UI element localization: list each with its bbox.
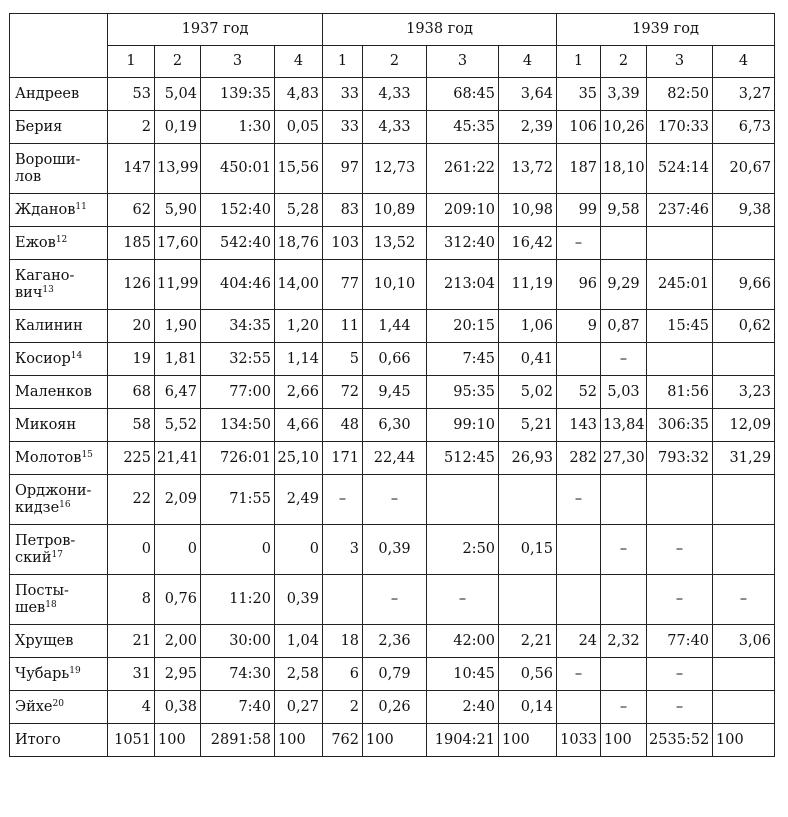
- footnote-marker: 16: [59, 499, 71, 510]
- data-cell: 13,99: [155, 144, 201, 194]
- data-cell: –: [557, 475, 601, 525]
- data-cell: 4,33: [363, 78, 427, 111]
- data-cell: 524:14: [647, 144, 713, 194]
- data-cell: 18: [323, 625, 363, 658]
- data-cell: 1,14: [275, 343, 323, 376]
- data-cell: –: [601, 691, 647, 724]
- row-name: Кагано-вич: [15, 267, 75, 301]
- data-cell: 10,89: [363, 194, 427, 227]
- data-cell: 0,87: [601, 310, 647, 343]
- data-cell: 6,73: [713, 111, 775, 144]
- data-cell: –: [647, 525, 713, 575]
- data-cell: [647, 227, 713, 260]
- corner-cell: [10, 14, 108, 78]
- data-cell: 31,29: [713, 442, 775, 475]
- data-cell: 21: [108, 625, 155, 658]
- column-number-header: 2: [155, 46, 201, 78]
- total-cell: 1051: [108, 724, 155, 757]
- data-cell: 245:01: [647, 260, 713, 310]
- data-cell: 16,42: [499, 227, 557, 260]
- data-cell: 11,99: [155, 260, 201, 310]
- column-number-header: 1: [108, 46, 155, 78]
- column-number-header: 4: [713, 46, 775, 78]
- data-cell: [601, 575, 647, 625]
- data-cell: 0: [108, 525, 155, 575]
- data-cell: 31: [108, 658, 155, 691]
- data-cell: 0,26: [363, 691, 427, 724]
- data-cell: 10:45: [427, 658, 499, 691]
- row-name: Ежов: [15, 234, 56, 251]
- data-cell: 0,27: [275, 691, 323, 724]
- data-cell: 4: [108, 691, 155, 724]
- data-cell: 17,60: [155, 227, 201, 260]
- data-cell: 0,19: [155, 111, 201, 144]
- total-cell: 2535:52: [647, 724, 713, 757]
- column-number-row: [10, 46, 775, 78]
- data-cell: [427, 475, 499, 525]
- total-cell: 1904:21: [427, 724, 499, 757]
- data-cell: –: [363, 575, 427, 625]
- data-cell: 45:35: [427, 111, 499, 144]
- data-cell: 26,93: [499, 442, 557, 475]
- data-cell: 53: [108, 78, 155, 111]
- data-cell: [601, 475, 647, 525]
- total-cell: 100: [713, 724, 775, 757]
- data-cell: 20: [108, 310, 155, 343]
- row-name-cell: [10, 194, 108, 227]
- data-cell: –: [557, 658, 601, 691]
- row-name-cell: [10, 475, 108, 525]
- data-cell: 261:22: [427, 144, 499, 194]
- data-cell: 5,90: [155, 194, 201, 227]
- data-cell: [713, 475, 775, 525]
- data-cell: 2,09: [155, 475, 201, 525]
- data-cell: 312:40: [427, 227, 499, 260]
- table-row: [10, 409, 775, 442]
- row-name-cell: [10, 625, 108, 658]
- data-cell: 5,04: [155, 78, 201, 111]
- column-number-header: 2: [363, 46, 427, 78]
- data-cell: 0,39: [363, 525, 427, 575]
- data-cell: –: [601, 343, 647, 376]
- data-cell: 14,00: [275, 260, 323, 310]
- data-cell: 3,39: [601, 78, 647, 111]
- data-cell: [601, 658, 647, 691]
- row-name: Орджони-кидзе: [15, 482, 92, 516]
- data-cell: 0,76: [155, 575, 201, 625]
- data-cell: [713, 658, 775, 691]
- data-cell: [557, 575, 601, 625]
- data-cell: 0,41: [499, 343, 557, 376]
- data-cell: 10,10: [363, 260, 427, 310]
- column-number-header: 1: [323, 46, 363, 78]
- data-cell: 20,67: [713, 144, 775, 194]
- data-cell: 20:15: [427, 310, 499, 343]
- data-cell: 13,84: [601, 409, 647, 442]
- data-cell: 2,32: [601, 625, 647, 658]
- row-name-cell: [10, 525, 108, 575]
- data-cell: 68: [108, 376, 155, 409]
- data-cell: 103: [323, 227, 363, 260]
- data-cell: 2:50: [427, 525, 499, 575]
- data-cell: 9,58: [601, 194, 647, 227]
- table-row: [10, 111, 775, 144]
- data-cell: 5,52: [155, 409, 201, 442]
- data-cell: 134:50: [201, 409, 275, 442]
- data-cell: [647, 343, 713, 376]
- data-cell: 187: [557, 144, 601, 194]
- year-header-1937: 1937 год: [108, 14, 323, 46]
- footnote-marker: 20: [52, 698, 64, 709]
- data-cell: 2:40: [427, 691, 499, 724]
- total-cell: 100: [155, 724, 201, 757]
- year-header-1939: 1939 год: [557, 14, 775, 46]
- data-cell: 83: [323, 194, 363, 227]
- footnote-marker: 15: [81, 449, 93, 460]
- table-row: [10, 78, 775, 111]
- row-name-cell: [10, 111, 108, 144]
- data-cell: 2,49: [275, 475, 323, 525]
- data-cell: 77: [323, 260, 363, 310]
- data-cell: 2,39: [499, 111, 557, 144]
- row-name-cell: [10, 343, 108, 376]
- data-cell: 4,33: [363, 111, 427, 144]
- data-cell: 18,10: [601, 144, 647, 194]
- table-row: [10, 227, 775, 260]
- data-cell: 0,62: [713, 310, 775, 343]
- column-number-header: 3: [427, 46, 499, 78]
- total-cell: 762: [323, 724, 363, 757]
- data-cell: 2,95: [155, 658, 201, 691]
- data-cell: [647, 475, 713, 525]
- data-cell: 95:35: [427, 376, 499, 409]
- data-cell: 11,19: [499, 260, 557, 310]
- footnote-marker: 12: [55, 234, 68, 245]
- data-cell: 2,21: [499, 625, 557, 658]
- data-cell: 726:01: [201, 442, 275, 475]
- data-cell: 213:04: [427, 260, 499, 310]
- data-cell: 62: [108, 194, 155, 227]
- row-name: Вороши-лов: [15, 151, 81, 185]
- data-cell: 542:40: [201, 227, 275, 260]
- data-cell: 1,04: [275, 625, 323, 658]
- data-cell: 0,56: [499, 658, 557, 691]
- data-cell: 1,90: [155, 310, 201, 343]
- row-name: Хрущев: [15, 632, 74, 649]
- year-header-1938: 1938 год: [323, 14, 557, 46]
- data-cell: 99:10: [427, 409, 499, 442]
- data-cell: [557, 691, 601, 724]
- column-number-header: 3: [647, 46, 713, 78]
- statistics-table: [9, 13, 775, 757]
- data-cell: –: [647, 658, 713, 691]
- data-cell: 209:10: [427, 194, 499, 227]
- row-name: Эйхе: [15, 698, 53, 715]
- row-name: Чубарь: [15, 665, 70, 682]
- data-cell: 2: [108, 111, 155, 144]
- data-cell: 6,47: [155, 376, 201, 409]
- data-cell: 74:30: [201, 658, 275, 691]
- total-cell: 100: [363, 724, 427, 757]
- data-cell: 0,05: [275, 111, 323, 144]
- data-cell: 170:33: [647, 111, 713, 144]
- data-cell: 1,06: [499, 310, 557, 343]
- data-cell: 282: [557, 442, 601, 475]
- data-cell: 2,66: [275, 376, 323, 409]
- data-cell: 0: [201, 525, 275, 575]
- row-name: Микоян: [15, 416, 77, 433]
- data-cell: 97: [323, 144, 363, 194]
- data-cell: 8: [108, 575, 155, 625]
- table-row: [10, 691, 775, 724]
- data-cell: 793:32: [647, 442, 713, 475]
- data-cell: 10,26: [601, 111, 647, 144]
- row-name: Косиор: [15, 350, 71, 367]
- data-cell: 99: [557, 194, 601, 227]
- data-cell: 13,52: [363, 227, 427, 260]
- data-cell: 22,44: [363, 442, 427, 475]
- data-cell: 0: [275, 525, 323, 575]
- data-cell: 30:00: [201, 625, 275, 658]
- footnote-marker: 13: [42, 284, 54, 295]
- data-cell: 450:01: [201, 144, 275, 194]
- total-cell: 2891:58: [201, 724, 275, 757]
- data-cell: 82:50: [647, 78, 713, 111]
- data-cell: –: [363, 475, 427, 525]
- data-cell: 13,72: [499, 144, 557, 194]
- data-cell: 24: [557, 625, 601, 658]
- data-cell: 152:40: [201, 194, 275, 227]
- data-cell: 77:00: [201, 376, 275, 409]
- data-cell: 237:46: [647, 194, 713, 227]
- row-name: Жданов: [15, 201, 76, 218]
- data-cell: 58: [108, 409, 155, 442]
- data-cell: –: [323, 475, 363, 525]
- data-cell: 48: [323, 409, 363, 442]
- column-number-header: 1: [557, 46, 601, 78]
- data-cell: 25,10: [275, 442, 323, 475]
- data-cell: 33: [323, 111, 363, 144]
- table-row: [10, 194, 775, 227]
- row-name-cell: [10, 409, 108, 442]
- column-number-header: 2: [601, 46, 647, 78]
- data-cell: [713, 691, 775, 724]
- data-cell: 5: [323, 343, 363, 376]
- data-cell: 21,41: [155, 442, 201, 475]
- table-row: [10, 310, 775, 343]
- table-row: [10, 260, 775, 310]
- data-cell: 3,23: [713, 376, 775, 409]
- data-cell: [713, 227, 775, 260]
- table-row: [10, 658, 775, 691]
- data-cell: 185: [108, 227, 155, 260]
- data-cell: 96: [557, 260, 601, 310]
- data-cell: 3: [323, 525, 363, 575]
- data-cell: [557, 343, 601, 376]
- data-cell: 9: [557, 310, 601, 343]
- data-cell: 5,21: [499, 409, 557, 442]
- data-cell: 68:45: [427, 78, 499, 111]
- table-row: [10, 575, 775, 625]
- data-cell: [499, 475, 557, 525]
- data-cell: 147: [108, 144, 155, 194]
- row-name: Калинин: [15, 317, 83, 334]
- data-cell: –: [713, 575, 775, 625]
- data-cell: 2: [323, 691, 363, 724]
- data-cell: 306:35: [647, 409, 713, 442]
- data-cell: 7:45: [427, 343, 499, 376]
- data-cell: 512:45: [427, 442, 499, 475]
- data-cell: 143: [557, 409, 601, 442]
- row-name: Петров-ский: [15, 532, 76, 566]
- table-row: [10, 343, 775, 376]
- data-cell: 71:55: [201, 475, 275, 525]
- total-label: Итого: [10, 724, 108, 757]
- data-cell: 404:46: [201, 260, 275, 310]
- data-cell: –: [601, 525, 647, 575]
- data-cell: 5,28: [275, 194, 323, 227]
- data-cell: 12,73: [363, 144, 427, 194]
- row-name: Молотов: [15, 449, 82, 466]
- data-cell: [601, 227, 647, 260]
- total-row: [10, 724, 775, 757]
- table-row: [10, 525, 775, 575]
- data-cell: 33: [323, 78, 363, 111]
- data-cell: 9,66: [713, 260, 775, 310]
- data-cell: 0,14: [499, 691, 557, 724]
- data-cell: 32:55: [201, 343, 275, 376]
- data-cell: [713, 525, 775, 575]
- row-name: Посты-шев: [15, 582, 69, 616]
- row-name: Андреев: [15, 85, 80, 102]
- data-cell: 6: [323, 658, 363, 691]
- data-cell: 0,79: [363, 658, 427, 691]
- data-cell: 15,56: [275, 144, 323, 194]
- data-cell: 72: [323, 376, 363, 409]
- data-cell: 126: [108, 260, 155, 310]
- data-cell: 1,20: [275, 310, 323, 343]
- data-cell: 81:56: [647, 376, 713, 409]
- data-cell: [557, 525, 601, 575]
- data-cell: 2,58: [275, 658, 323, 691]
- data-cell: 77:40: [647, 625, 713, 658]
- data-cell: [499, 575, 557, 625]
- total-cell: 100: [601, 724, 647, 757]
- data-cell: 3,64: [499, 78, 557, 111]
- data-cell: 4,66: [275, 409, 323, 442]
- data-cell: 6,30: [363, 409, 427, 442]
- total-cell: 1033: [557, 724, 601, 757]
- footnote-marker: 11: [75, 201, 87, 212]
- row-name-cell: [10, 691, 108, 724]
- data-cell: 19: [108, 343, 155, 376]
- data-cell: 9,38: [713, 194, 775, 227]
- data-cell: 0,15: [499, 525, 557, 575]
- data-cell: 1,44: [363, 310, 427, 343]
- data-cell: –: [647, 575, 713, 625]
- total-cell: 100: [275, 724, 323, 757]
- row-name-cell: [10, 376, 108, 409]
- table-row: [10, 144, 775, 194]
- table-row: [10, 475, 775, 525]
- data-cell: 18,76: [275, 227, 323, 260]
- data-cell: [713, 343, 775, 376]
- data-cell: 42:00: [427, 625, 499, 658]
- data-cell: 34:35: [201, 310, 275, 343]
- row-name-cell: [10, 78, 108, 111]
- row-name: Маленков: [15, 383, 92, 400]
- data-cell: 3,06: [713, 625, 775, 658]
- column-number-header: 4: [275, 46, 323, 78]
- footnote-marker: 18: [45, 599, 57, 610]
- total-cell: 100: [499, 724, 557, 757]
- data-cell: 27,30: [601, 442, 647, 475]
- data-cell: 0: [155, 525, 201, 575]
- data-cell: 0,38: [155, 691, 201, 724]
- row-name-cell: [10, 310, 108, 343]
- row-name: Берия: [15, 118, 63, 135]
- data-cell: 0,39: [275, 575, 323, 625]
- column-number-header: 3: [201, 46, 275, 78]
- data-cell: 5,02: [499, 376, 557, 409]
- footnote-marker: 19: [69, 665, 81, 676]
- row-name-cell: [10, 227, 108, 260]
- row-name-cell: [10, 144, 108, 194]
- data-cell: 12,09: [713, 409, 775, 442]
- data-cell: 0,66: [363, 343, 427, 376]
- row-name-cell: [10, 658, 108, 691]
- table-row: [10, 376, 775, 409]
- data-cell: 171: [323, 442, 363, 475]
- data-cell: 139:35: [201, 78, 275, 111]
- data-cell: 106: [557, 111, 601, 144]
- data-cell: 2,00: [155, 625, 201, 658]
- data-cell: 2,36: [363, 625, 427, 658]
- data-cell: –: [427, 575, 499, 625]
- data-cell: 9,29: [601, 260, 647, 310]
- table-row: [10, 442, 775, 475]
- data-cell: –: [557, 227, 601, 260]
- footnote-marker: 17: [51, 549, 63, 560]
- data-cell: 9,45: [363, 376, 427, 409]
- data-cell: 225: [108, 442, 155, 475]
- year-header-row: [10, 14, 775, 46]
- data-cell: 1:30: [201, 111, 275, 144]
- data-cell: 22: [108, 475, 155, 525]
- row-name-cell: [10, 575, 108, 625]
- data-cell: 3,27: [713, 78, 775, 111]
- table-row: [10, 625, 775, 658]
- data-cell: 35: [557, 78, 601, 111]
- data-cell: 4,83: [275, 78, 323, 111]
- footnote-marker: 14: [70, 350, 83, 361]
- data-cell: [323, 575, 363, 625]
- row-name-cell: [10, 260, 108, 310]
- data-cell: –: [647, 691, 713, 724]
- data-cell: 11: [323, 310, 363, 343]
- data-cell: 1,81: [155, 343, 201, 376]
- data-cell: 10,98: [499, 194, 557, 227]
- data-cell: 11:20: [201, 575, 275, 625]
- data-cell: 52: [557, 376, 601, 409]
- row-name-cell: [10, 442, 108, 475]
- data-cell: 5,03: [601, 376, 647, 409]
- data-cell: 7:40: [201, 691, 275, 724]
- data-cell: 15:45: [647, 310, 713, 343]
- table-body: [10, 14, 775, 757]
- column-number-header: 4: [499, 46, 557, 78]
